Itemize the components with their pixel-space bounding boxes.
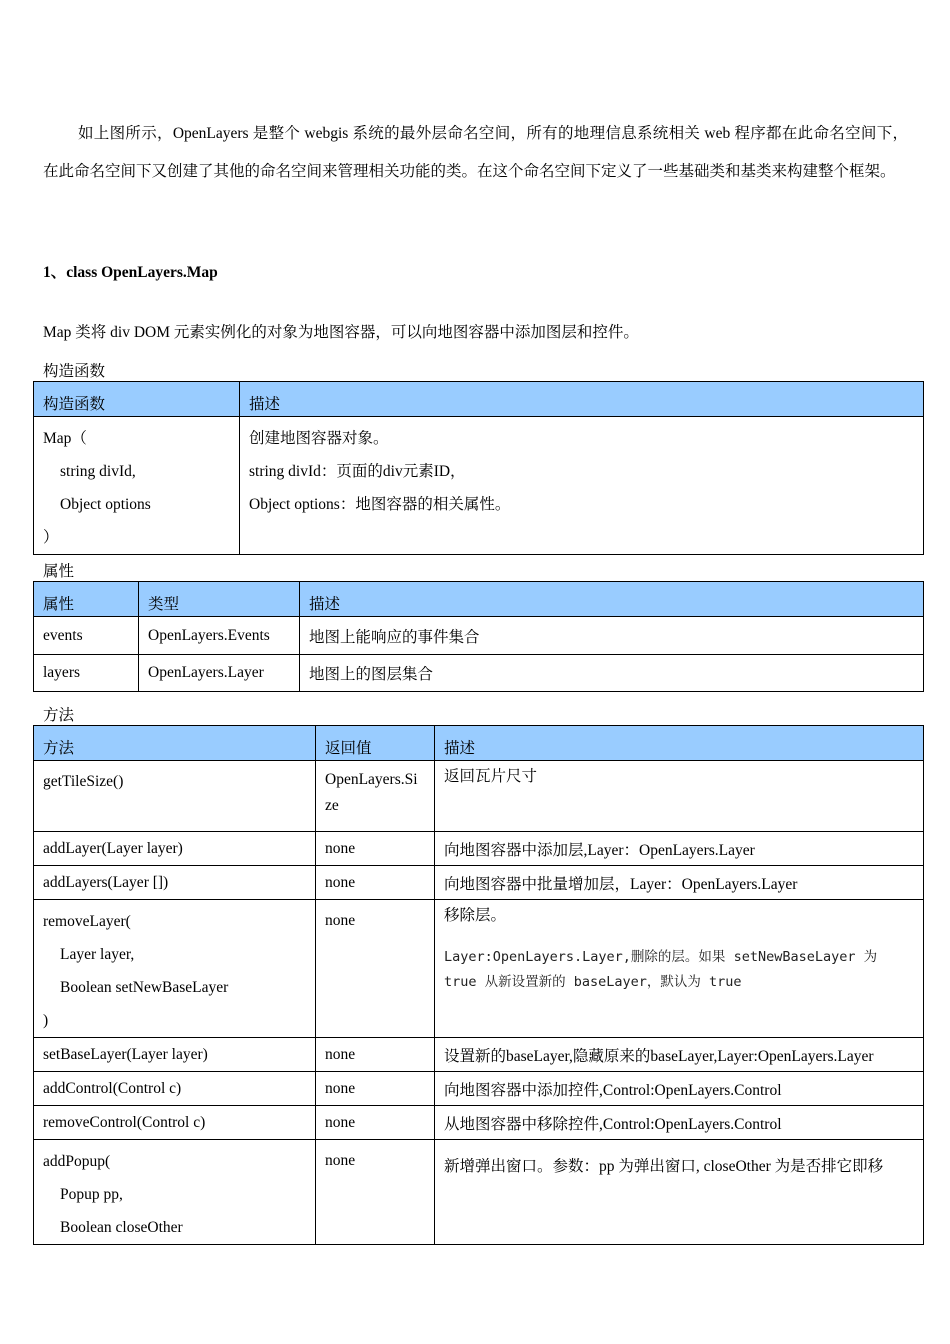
method-return: none [316,866,435,900]
attributes-table [33,581,924,692]
table-header-row [34,582,924,617]
constructor-signature [34,417,240,555]
constructor-table [33,381,924,555]
return-line: ze [325,797,339,814]
return-line: OpenLayers.Si [325,771,418,788]
table-row [34,1106,924,1140]
description-line: Layer:OpenLayers.Layer,删除的层。如果 setNewBaseLayer 为 [444,949,878,965]
methods-table [33,725,924,1245]
description-line: string divId：页面的div元素ID， [249,463,466,480]
method-name [34,900,316,1038]
table-row [34,1038,924,1072]
table-header-row [34,382,924,417]
description-line: 创建地图容器对象。 [249,430,389,447]
signature-line: removeLayer( [43,913,131,930]
method-desc: 从地图容器中移除控件,Control:OpenLayers.Control [435,1106,924,1140]
header-cell: 属性 [34,582,139,617]
section-description: Map 类将 div DOM 元素实例化的对象为地图容器，可以向地图容器中添加图层和控件。 [43,324,639,341]
constructor-caption: 构造函数 [43,363,106,380]
method-name [34,1140,316,1245]
header-cell: 描述 [300,582,924,617]
method-name: addControl(Control c) [34,1072,316,1106]
header-cell: 描述 [435,726,924,761]
attribute-desc: 地图上的图层集合 [300,655,924,692]
signature-line: Layer layer, [60,946,135,963]
header-cell: 类型 [139,582,300,617]
method-return: none [316,832,435,866]
signature-line: string divId, [60,463,136,480]
description-line: 移除层。 [444,907,507,924]
method-name: getTileSize() [34,761,316,832]
attribute-type: OpenLayers.Layer [139,655,300,692]
table-row [34,617,924,655]
signature-line: addPopup( [43,1153,111,1170]
method-desc: 向地图容器中批量增加层，Layer：OpenLayers.Layer [435,866,924,900]
method-desc: 新增弹出窗口。参数：pp 为弹出窗口, closeOther 为是否排它即移 [435,1140,924,1245]
table-row [34,832,924,866]
description-line: Object options：地图容器的相关属性。 [249,496,511,513]
method-name: setBaseLayer(Layer layer) [34,1038,316,1072]
method-desc: 向地图容器中添加控件,Control:OpenLayers.Control [435,1072,924,1106]
description-line: true 从新设置新的 baseLayer，默认为 true [444,974,742,990]
header-cell: 方法 [34,726,316,761]
method-name: addLayers(Layer []) [34,866,316,900]
signature-line: Map（ [43,430,87,447]
header-cell: 描述 [240,382,924,417]
table-row [34,1140,924,1245]
method-desc: 返回瓦片尺寸 [435,761,924,832]
method-return: none [316,1072,435,1106]
method-return: none [316,1038,435,1072]
header-cell: 构造函数 [34,382,240,417]
signature-line: Popup pp, [60,1186,123,1203]
table-row [34,417,924,555]
signature-line: ） [43,529,59,546]
table-row [34,900,924,1038]
signature-line: Boolean closeOther [60,1219,183,1236]
method-return [316,761,435,832]
method-desc [435,900,924,1038]
section-heading: 1、class OpenLayers.Map [43,264,218,281]
method-name: removeControl(Control c) [34,1106,316,1140]
table-row [34,866,924,900]
constructor-description [240,417,924,555]
method-desc: 设置新的baseLayer,隐藏原来的baseLayer,Layer:OpenLayers.Layer [435,1038,924,1072]
method-desc: 向地图容器中添加层,Layer：OpenLayers.Layer [435,832,924,866]
methods-caption: 方法 [43,707,75,724]
attribute-name: layers [34,655,139,692]
method-return: none [316,1140,435,1245]
signature-line: Boolean setNewBaseLayer [60,979,229,996]
method-return: none [316,900,435,1038]
intro-paragraph: 如上图所示，OpenLayers 是整个 webgis 系统的最外层命名空间，所有的地理信息系统相关 web 程序都在此命名空间下，在此命名空间下又创建了其他的命名空间来管理相关功能的类。在这个命名空间下定义了一些基础类和基类来构建整个框架。 [43,125,908,180]
attribute-desc: 地图上能响应的事件集合 [300,617,924,655]
table-row [34,761,924,832]
attributes-caption: 属性 [43,563,75,580]
table-row [34,1072,924,1106]
method-name: addLayer(Layer layer) [34,832,316,866]
table-header-row [34,726,924,761]
attribute-name: events [34,617,139,655]
attribute-type: OpenLayers.Events [139,617,300,655]
method-return: none [316,1106,435,1140]
header-cell: 返回值 [316,726,435,761]
signature-line: ) [43,1012,49,1029]
table-row [34,655,924,692]
signature-line: Object options [60,496,151,513]
